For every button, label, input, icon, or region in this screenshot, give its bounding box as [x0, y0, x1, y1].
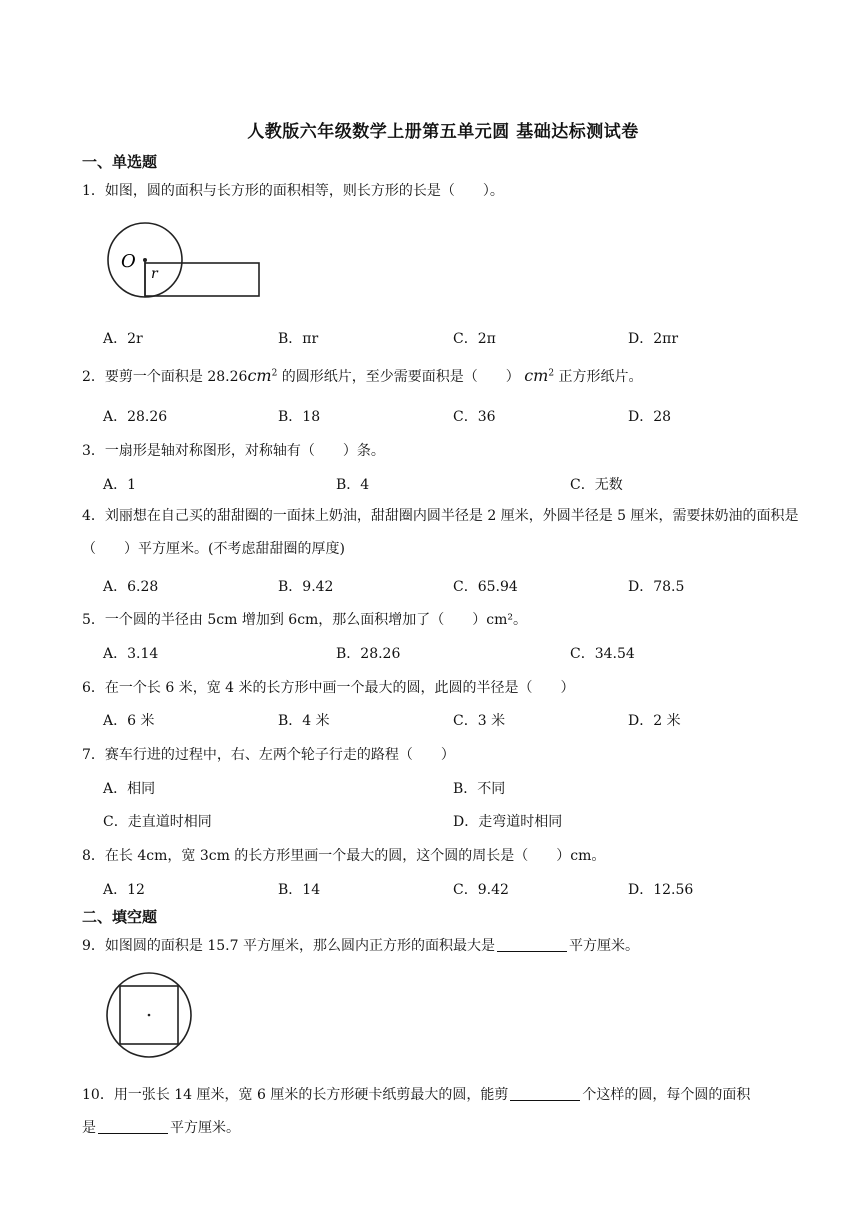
q8-option-b[interactable]: B．14 — [278, 882, 321, 898]
q6-option-a[interactable]: A．6 米 — [103, 713, 155, 729]
q6-option-b[interactable]: B．4 米 — [278, 713, 330, 729]
figure-label-r: r — [151, 266, 158, 282]
question-5-text: 5．一个圆的半径由 5cm 增加到 6cm，那么面积增加了（ ）cm²。 — [82, 612, 528, 628]
q2-text-part-a: 2．要剪一个面积是 28.26 — [82, 369, 248, 385]
question-6-text: 6．在一个长 6 米，宽 4 米的长方形中画一个最大的圆，此圆的半径是（ ） — [82, 680, 575, 696]
q4-option-d[interactable]: D．78.5 — [628, 579, 685, 595]
q2-option-a[interactable]: A．28.26 — [103, 409, 168, 425]
q6-option-c[interactable]: C．3 米 — [453, 713, 506, 729]
q2-sup-1: 2 — [271, 368, 278, 379]
q2-text-part-c: 正方形纸片。 — [554, 369, 643, 385]
q8-option-a[interactable]: A．12 — [103, 882, 145, 898]
q2-option-b[interactable]: B．18 — [278, 409, 321, 425]
q8-option-d[interactable]: D．12.56 — [628, 882, 694, 898]
section-heading-single-choice: 一、单选题 — [82, 153, 158, 171]
q9-text-part-a: 9．如图圆的面积是 15.7 平方厘米，那么圆内正方形的面积最大是 — [82, 938, 495, 954]
q6-option-d[interactable]: D．2 米 — [628, 713, 681, 729]
q3-option-b[interactable]: B．4 — [336, 477, 370, 493]
q9-answer-blank[interactable] — [497, 937, 567, 952]
q8-option-c[interactable]: C．9.42 — [453, 882, 509, 898]
q2-option-d[interactable]: D．28 — [628, 409, 672, 425]
question-8-text: 8．在长 4cm，宽 3cm 的长方形里画一个最大的圆，这个圆的周长是（ ）cm。 — [82, 848, 606, 864]
question-4-text: 4．刘丽想在自己买的甜甜圈的一面抹上奶油，甜甜圈内圆半径是 2 厘米，外圆半径是 5 厘米，需要抹奶油的面积是（ ）平方厘米。(不考虑甜甜圈的厚度) — [82, 508, 799, 557]
question-10-text-line-2 — [82, 1117, 240, 1137]
q5-option-c[interactable]: C．34.54 — [570, 646, 635, 662]
q7-option-b[interactable]: B．不同 — [453, 781, 506, 797]
figure-label-o: O — [121, 251, 136, 272]
q2-unit-1: cm — [247, 366, 272, 385]
q2-text-part-b: 的圆形纸片，至少需要面积是（ ） — [277, 369, 520, 385]
question-1-text: 1．如图，圆的面积与长方形的面积相等，则长方形的长是（ ）。 — [82, 183, 504, 199]
q10-answer-blank-1[interactable] — [510, 1086, 580, 1101]
q3-option-c[interactable]: C．无数 — [570, 477, 623, 493]
q4-option-b[interactable]: B．9.42 — [278, 579, 334, 595]
q9-text-part-b: 平方厘米。 — [568, 938, 639, 954]
q10-text-part-d: 平方厘米。 — [170, 1120, 240, 1136]
circle-rectangle-figure — [105, 220, 265, 300]
page-title: 人教版六年级数学上册第五单元圆 基础达标测试卷 — [247, 122, 639, 142]
q1-option-d[interactable]: D．2πr — [628, 331, 679, 347]
q10-answer-blank-2[interactable] — [98, 1119, 168, 1134]
q2-option-c[interactable]: C．36 — [453, 409, 496, 425]
q1-option-b[interactable]: B．πr — [278, 331, 319, 347]
q2-sup-2: 2 — [548, 368, 555, 379]
question-10-text — [82, 1084, 750, 1104]
section-heading-fill-blank: 二、填空题 — [82, 908, 158, 926]
q7-option-c[interactable]: C．走直道时相同 — [103, 814, 212, 830]
q7-option-a[interactable]: A．相同 — [103, 781, 156, 797]
q10-text-part-a: 10．用一张长 14 厘米，宽 6 厘米的长方形硬卡纸剪最大的圆，能剪 — [82, 1087, 509, 1103]
q10-text-part-b: 个这样的圆，每个圆的面积 — [582, 1087, 751, 1103]
q10-text-part-c: 是 — [82, 1120, 96, 1136]
q7-option-d[interactable]: D．走弯道时相同 — [453, 814, 563, 830]
question-7-text: 7．赛车行进的过程中，右、左两个轮子行走的路程（ ） — [82, 747, 455, 763]
q2-unit-2: cm — [524, 366, 549, 385]
q4-option-c[interactable]: C．65.94 — [453, 579, 518, 595]
q5-option-b[interactable]: B．28.26 — [336, 646, 401, 662]
q5-option-a[interactable]: A．3.14 — [103, 646, 159, 662]
circle-square-figure — [104, 970, 194, 1060]
q3-option-a[interactable]: A．1 — [103, 477, 137, 493]
q1-option-a[interactable]: A．2r — [103, 331, 143, 347]
question-9-text — [82, 935, 639, 955]
q1-option-c[interactable]: C．2π — [453, 331, 496, 347]
question-3-text: 3．一扇形是轴对称图形，对称轴有（ ）条。 — [82, 443, 385, 459]
question-2-text — [82, 366, 643, 386]
q4-option-a[interactable]: A．6.28 — [103, 579, 159, 595]
